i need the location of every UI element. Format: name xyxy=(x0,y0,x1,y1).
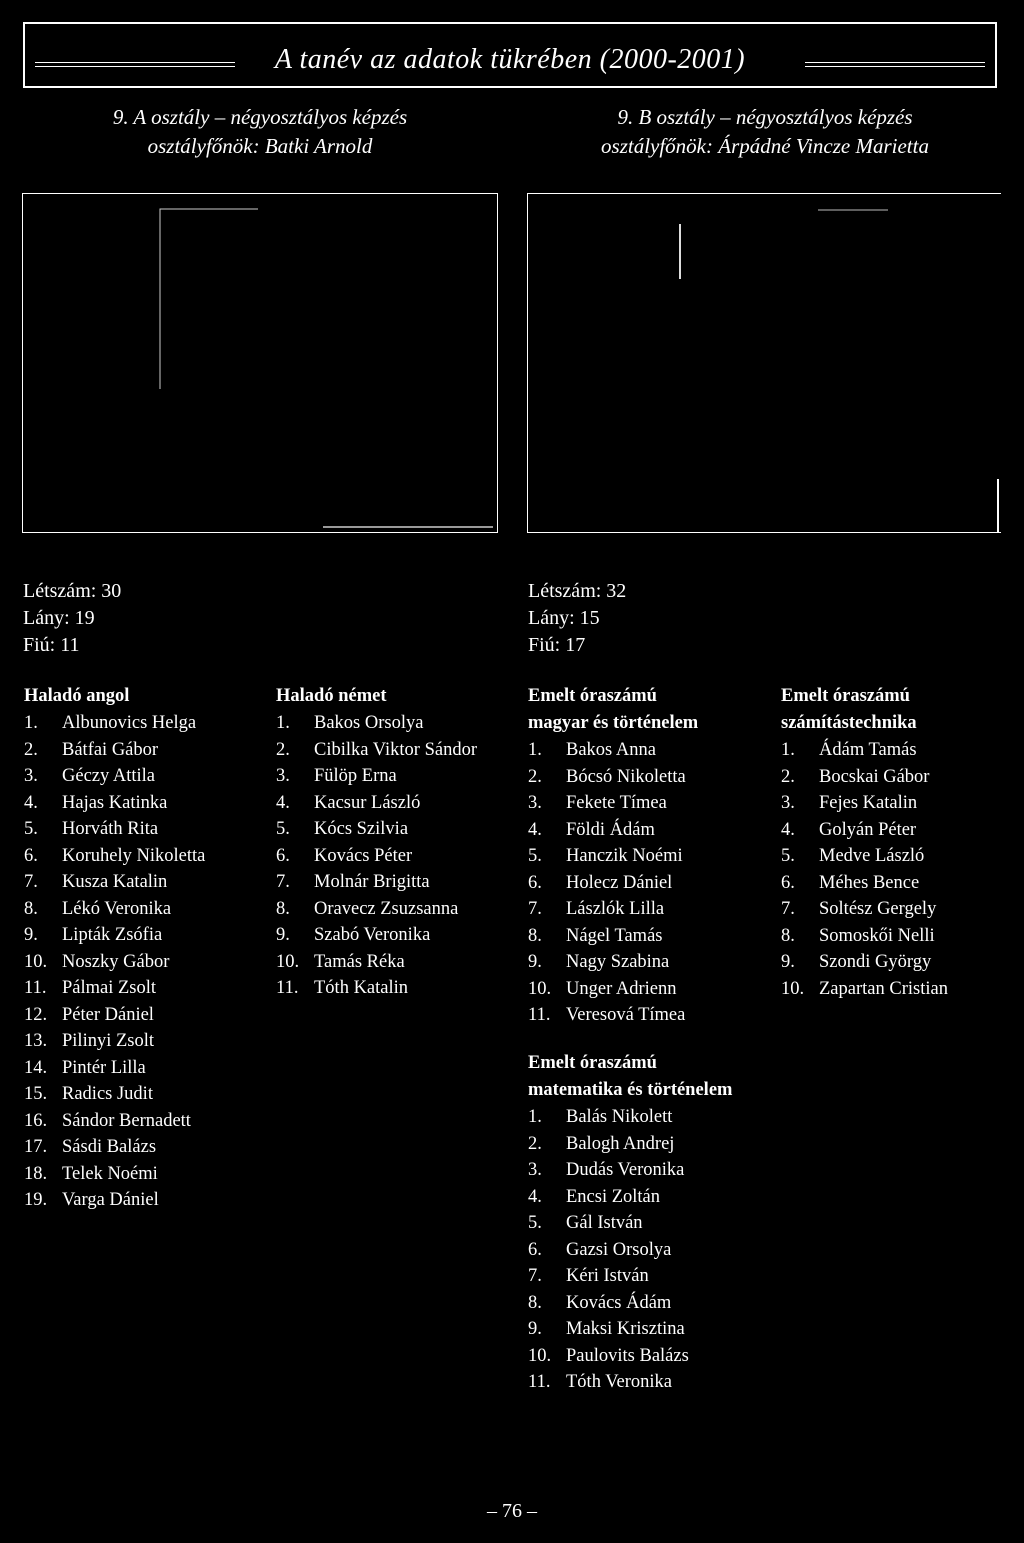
item-number: 7. xyxy=(528,1266,542,1286)
item-number: 2. xyxy=(781,766,795,787)
list-item xyxy=(276,896,477,923)
list-item xyxy=(276,710,477,737)
page-title: A tanév az adatok tükrében (2000-2001) xyxy=(274,44,746,75)
item-name: Sándor Bernadett xyxy=(62,1110,191,1131)
item-name: Kócs Szilvia xyxy=(314,819,409,839)
item-name: Noszky Gábor xyxy=(62,951,170,972)
list-item xyxy=(24,1187,205,1214)
item-number: 14. xyxy=(24,1057,48,1078)
list-item xyxy=(528,1157,732,1184)
name-list xyxy=(24,710,205,1214)
item-name: Bócsó Nikoletta xyxy=(566,766,686,787)
item-name: Kacsur László xyxy=(314,792,421,813)
list-item xyxy=(528,1210,732,1237)
item-number: 6. xyxy=(24,845,38,866)
name-list xyxy=(528,1104,732,1396)
class-b-heading xyxy=(510,103,1020,161)
item-name: Tóth Veronika xyxy=(566,1372,673,1392)
list-item xyxy=(781,790,948,817)
item-name: Bakos Orsolya xyxy=(314,713,424,733)
list-item xyxy=(276,790,477,817)
item-name: Soltész Gergely xyxy=(819,899,937,919)
item-name: Hajas Katinka xyxy=(62,792,168,813)
class-b-name: 9. B osztály – négyosztályos képzés xyxy=(617,105,913,129)
item-number: 16. xyxy=(24,1110,48,1131)
list-item xyxy=(528,1316,732,1343)
item-number: 11. xyxy=(528,1005,551,1025)
item-number: 1. xyxy=(528,1107,542,1127)
class-b-photo-marks xyxy=(528,194,1000,532)
list-item xyxy=(24,790,205,817)
item-name: Nagy Szabina xyxy=(566,952,670,972)
item-number: 7. xyxy=(781,899,795,919)
item-name: Oravecz Zsuzsanna xyxy=(314,898,459,919)
list-item xyxy=(276,975,477,1002)
list-item xyxy=(24,869,205,896)
class-b-fiu: Fiú: 17 xyxy=(528,634,586,656)
class-a-name: 9. A osztály – négyosztályos képzés xyxy=(112,105,408,129)
item-number: 2. xyxy=(528,1133,542,1154)
item-number: 9. xyxy=(781,952,795,972)
item-number: 15. xyxy=(24,1084,48,1104)
list-item xyxy=(528,1343,732,1370)
class-a-fiu: Fiú: 11 xyxy=(23,634,80,656)
name-list xyxy=(276,710,477,1002)
item-name: Bocskai Gábor xyxy=(819,766,930,787)
list-title-line2: matematika és történelem xyxy=(528,1080,733,1100)
item-number: 5. xyxy=(24,819,38,839)
item-name: Géczy Attila xyxy=(62,766,155,786)
item-name: Molnár Brigitta xyxy=(314,872,430,892)
list-item xyxy=(781,843,948,870)
item-number: 8. xyxy=(528,925,542,946)
item-number: 18. xyxy=(24,1163,48,1184)
item-name: Kovács Péter xyxy=(314,845,413,866)
class-a-stats xyxy=(23,578,121,659)
item-name: Szabó Veronika xyxy=(314,925,431,945)
item-name: Golyán Péter xyxy=(819,819,917,840)
list-item xyxy=(276,869,477,896)
item-name: Nágel Tamás xyxy=(566,925,663,946)
item-number: 5. xyxy=(276,819,290,839)
list-item xyxy=(528,976,698,1003)
item-name: Zapartan Cristian xyxy=(819,978,948,999)
list-emelt-szamtech xyxy=(781,683,948,1002)
item-name: Sásdi Balázs xyxy=(62,1137,157,1157)
list-item xyxy=(24,896,205,923)
item-number: 1. xyxy=(781,740,795,760)
item-name: Péter Dániel xyxy=(62,1004,154,1025)
list-item xyxy=(276,949,477,976)
item-number: 3. xyxy=(276,766,290,786)
item-number: 4. xyxy=(24,792,38,813)
item-number: 17. xyxy=(24,1137,48,1157)
item-number: 3. xyxy=(781,793,795,813)
item-name: Hanczik Noémi xyxy=(566,846,683,866)
list-item xyxy=(781,870,948,897)
list-item xyxy=(24,975,205,1002)
item-number: 9. xyxy=(528,1319,542,1339)
item-number: 3. xyxy=(24,766,38,786)
list-item xyxy=(781,896,948,923)
item-number: 4. xyxy=(781,819,795,840)
item-number: 9. xyxy=(276,925,290,945)
item-name: Dudás Veronika xyxy=(566,1160,685,1180)
list-item xyxy=(528,1290,732,1317)
list-item xyxy=(24,816,205,843)
list-item xyxy=(528,737,698,764)
item-number: 12. xyxy=(24,1004,48,1025)
item-number: 5. xyxy=(781,846,795,866)
item-name: Pálmai Zsolt xyxy=(62,978,157,998)
list-item xyxy=(24,737,205,764)
list-item xyxy=(528,1369,732,1396)
class-b-letszam: Létszám: 32 xyxy=(528,580,627,602)
item-number: 11. xyxy=(528,1372,551,1392)
item-number: 10. xyxy=(276,951,300,972)
item-name: Kovács Ádám xyxy=(566,1292,672,1313)
class-a-photo xyxy=(22,193,498,533)
item-number: 6. xyxy=(528,1239,542,1260)
item-name: Telek Noémi xyxy=(62,1163,158,1184)
item-name: Unger Adrienn xyxy=(566,978,677,999)
list-emelt-matek xyxy=(528,1050,732,1396)
item-name: Pilinyi Zsolt xyxy=(62,1031,155,1051)
page-number: – 76 – xyxy=(487,1500,537,1522)
item-number: 9. xyxy=(528,952,542,972)
item-number: 8. xyxy=(24,898,38,919)
item-name: Bátfai Gábor xyxy=(62,739,159,760)
list-item xyxy=(24,1081,205,1108)
list-title: Haladó angol xyxy=(24,686,130,706)
item-name: Méhes Bence xyxy=(819,872,920,893)
list-item xyxy=(528,923,698,950)
item-name: Pintér Lilla xyxy=(62,1057,146,1078)
item-name: Radics Judit xyxy=(62,1084,153,1104)
list-item xyxy=(781,737,948,764)
list-title-line2: számítástechnika xyxy=(781,713,917,733)
list-item xyxy=(528,1131,732,1158)
item-number: 1. xyxy=(276,713,290,733)
list-item xyxy=(528,1104,732,1131)
item-name: Lipták Zsófia xyxy=(62,925,163,945)
list-item xyxy=(276,816,477,843)
item-name: Szondi György xyxy=(819,952,932,972)
item-number: 13. xyxy=(24,1031,48,1051)
list-item xyxy=(528,817,698,844)
item-name: Bakos Anna xyxy=(566,740,656,760)
item-number: 8. xyxy=(781,925,795,946)
class-a-teacher: osztályfőnök: Batki Arnold xyxy=(147,134,373,158)
list-title-line2: magyar és történelem xyxy=(528,713,699,733)
item-number: 4. xyxy=(528,819,542,840)
list-halado-angol xyxy=(24,683,205,1214)
item-number: 2. xyxy=(528,766,542,787)
item-number: 4. xyxy=(528,1186,542,1207)
item-number: 2. xyxy=(24,739,38,760)
item-name: Gál István xyxy=(566,1213,643,1233)
list-item xyxy=(528,1002,698,1029)
item-number: 3. xyxy=(528,1160,542,1180)
item-name: Horváth Rita xyxy=(62,819,159,839)
item-number: 9. xyxy=(24,925,38,945)
item-name: Gazsi Orsolya xyxy=(566,1239,672,1260)
list-item xyxy=(24,1161,205,1188)
item-name: Tamás Réka xyxy=(314,951,405,972)
list-item xyxy=(528,896,698,923)
name-list xyxy=(528,737,698,1029)
name-list xyxy=(781,737,948,1002)
list-item xyxy=(276,763,477,790)
item-number: 7. xyxy=(24,872,38,892)
item-number: 8. xyxy=(528,1292,542,1313)
list-item xyxy=(781,976,948,1003)
item-name: Somoskői Nelli xyxy=(819,925,935,946)
item-name: Albunovics Helga xyxy=(62,713,197,733)
item-name: Kéri István xyxy=(566,1266,649,1286)
list-item xyxy=(528,764,698,791)
item-number: 10. xyxy=(24,951,48,972)
item-name: Medve László xyxy=(819,846,925,866)
list-item xyxy=(528,790,698,817)
list-item xyxy=(528,1263,732,1290)
item-number: 10. xyxy=(528,1345,552,1366)
item-name: Lékó Veronika xyxy=(62,898,172,919)
class-a-photo-marks xyxy=(23,194,497,532)
class-a-lany: Lány: 19 xyxy=(23,607,95,629)
item-name: Lászlók Lilla xyxy=(566,899,665,919)
item-name: Cibilka Viktor Sándor xyxy=(314,739,477,760)
item-number: 5. xyxy=(528,846,542,866)
item-number: 19. xyxy=(24,1190,48,1210)
list-item xyxy=(528,843,698,870)
item-name: Koruhely Nikoletta xyxy=(62,845,206,866)
item-number: 11. xyxy=(276,978,299,998)
item-number: 6. xyxy=(528,872,542,893)
item-name: Tóth Katalin xyxy=(314,978,409,998)
list-item xyxy=(781,923,948,950)
item-number: 2. xyxy=(276,739,290,760)
item-name: Kusza Katalin xyxy=(62,872,168,892)
list-item xyxy=(24,1002,205,1029)
item-number: 11. xyxy=(24,978,47,998)
item-number: 8. xyxy=(276,898,290,919)
item-number: 3. xyxy=(528,793,542,813)
item-name: Földi Ádám xyxy=(566,819,655,840)
list-item xyxy=(24,1134,205,1161)
item-number: 7. xyxy=(528,899,542,919)
list-item xyxy=(24,949,205,976)
list-halado-nemet xyxy=(276,683,477,1002)
list-item xyxy=(276,843,477,870)
item-name: Holecz Dániel xyxy=(566,872,673,893)
item-name: Ádám Tamás xyxy=(819,740,917,760)
list-item xyxy=(24,843,205,870)
header-banner xyxy=(23,22,997,88)
item-number: 1. xyxy=(24,713,38,733)
item-number: 6. xyxy=(276,845,290,866)
item-name: Balás Nikolett xyxy=(566,1107,673,1127)
list-item xyxy=(276,737,477,764)
list-item xyxy=(528,870,698,897)
class-a-heading xyxy=(20,103,500,161)
list-title: Haladó német xyxy=(276,686,387,706)
list-item xyxy=(24,710,205,737)
list-item xyxy=(528,949,698,976)
item-name: Fekete Tímea xyxy=(566,793,667,813)
item-name: Maksi Krisztina xyxy=(566,1319,685,1339)
item-name: Veresová Tímea xyxy=(566,1005,686,1025)
list-item xyxy=(781,817,948,844)
list-item xyxy=(528,1184,732,1211)
list-item xyxy=(528,1237,732,1264)
class-a-letszam: Létszám: 30 xyxy=(23,580,122,602)
item-number: 6. xyxy=(781,872,795,893)
item-number: 1. xyxy=(528,740,542,760)
item-number: 10. xyxy=(781,978,805,999)
item-number: 4. xyxy=(276,792,290,813)
list-item xyxy=(781,949,948,976)
list-item xyxy=(781,764,948,791)
list-title-line1: Emelt óraszámú xyxy=(528,686,657,706)
list-item xyxy=(24,922,205,949)
list-item xyxy=(24,1055,205,1082)
class-b-teacher: osztályfőnök: Árpádné Vincze Marietta xyxy=(601,134,929,158)
item-name: Paulovits Balázs xyxy=(566,1345,689,1366)
list-title-line1: Emelt óraszámú xyxy=(781,686,910,706)
item-name: Varga Dániel xyxy=(62,1190,159,1210)
list-item xyxy=(24,763,205,790)
list-emelt-magyar xyxy=(528,683,698,1029)
item-number: 7. xyxy=(276,872,290,892)
item-name: Fejes Katalin xyxy=(819,793,918,813)
item-name: Encsi Zoltán xyxy=(566,1186,661,1207)
item-number: 10. xyxy=(528,978,552,999)
list-item xyxy=(276,922,477,949)
class-b-lany: Lány: 15 xyxy=(528,607,600,629)
class-b-photo xyxy=(527,193,1001,533)
item-name: Fülöp Erna xyxy=(314,766,397,786)
class-b-stats xyxy=(528,578,626,659)
item-name: Balogh Andrej xyxy=(566,1133,675,1154)
list-item xyxy=(24,1028,205,1055)
list-item xyxy=(24,1108,205,1135)
item-number: 5. xyxy=(528,1213,542,1233)
list-title-line1: Emelt óraszámú xyxy=(528,1053,657,1073)
